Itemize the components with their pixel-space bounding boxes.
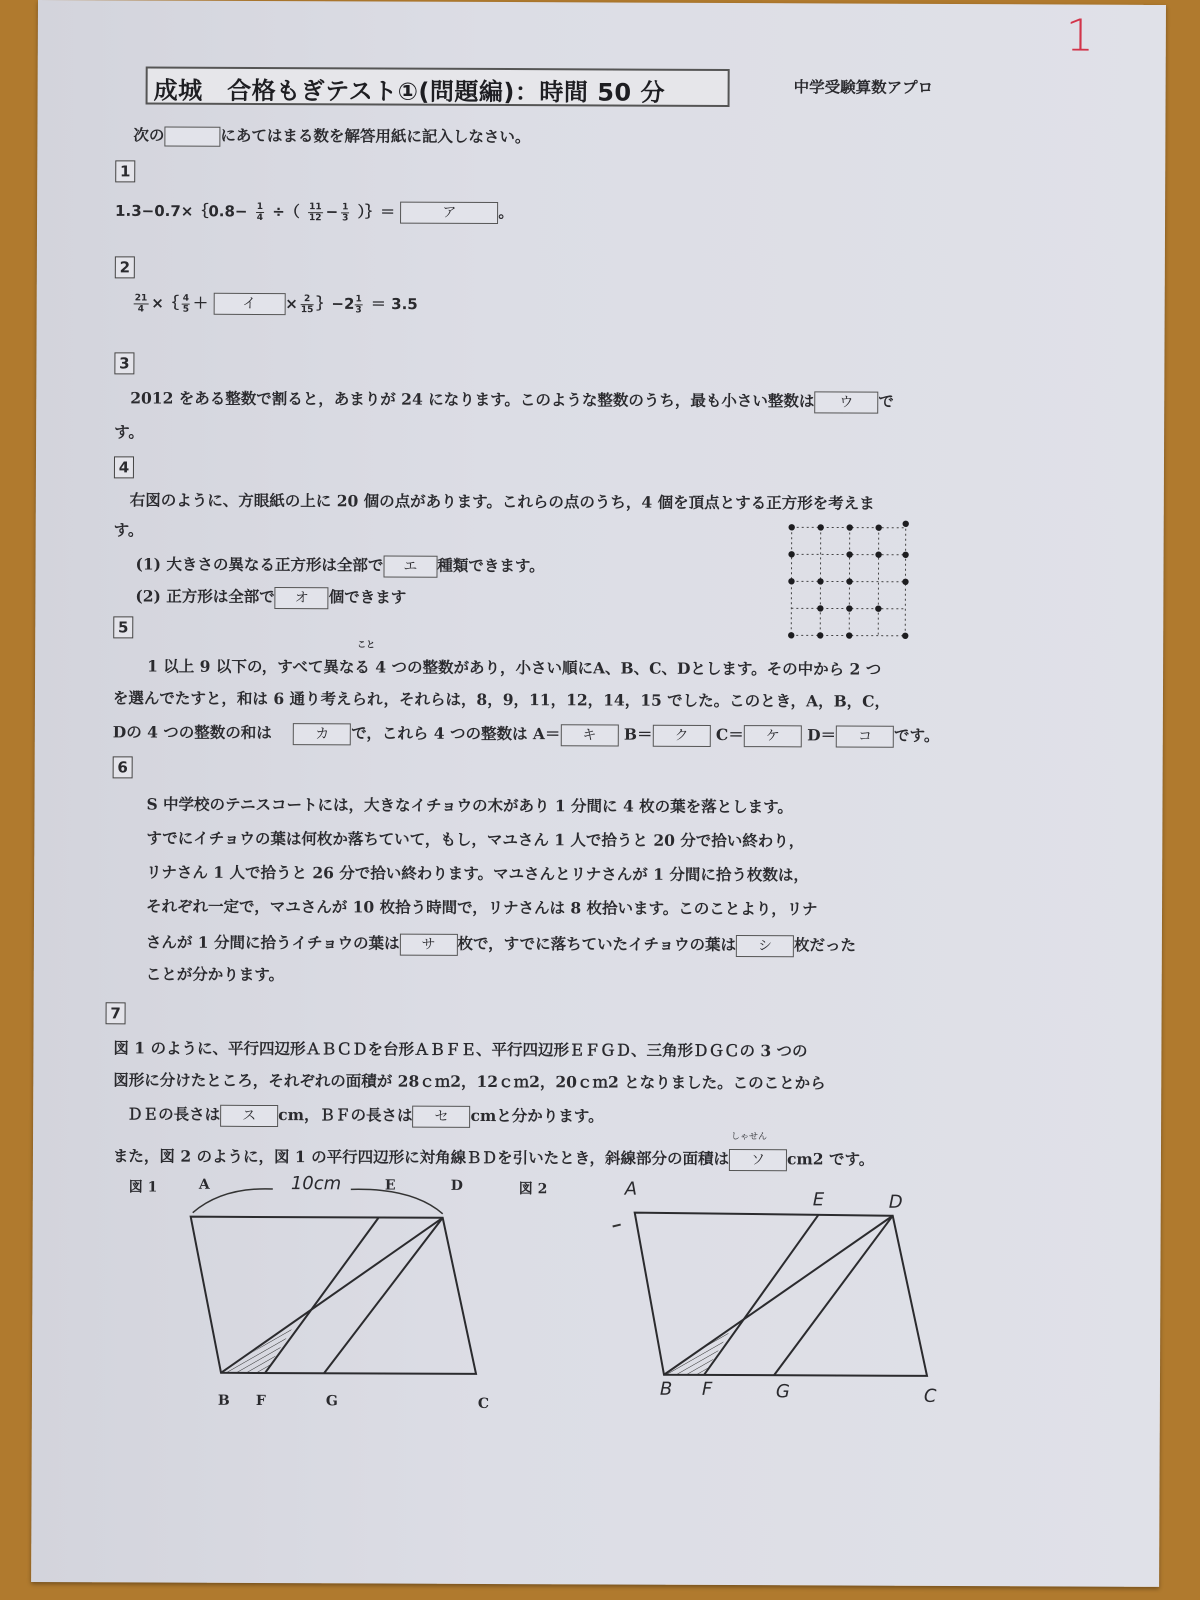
question-number-1: 1 <box>115 160 135 182</box>
ruby-reading: こと <box>357 640 376 651</box>
question-7-line1: 図 1 のように、平行四辺形ＡＢＣＤを台形ＡＢＦＥ、平行四辺形ＥＦＧＤ、三角形ＤＧＣの 3 つの <box>113 1038 808 1061</box>
answer-box-i[interactable]: イ <box>213 293 285 315</box>
figure-1-caption: 図 1 <box>128 1179 158 1196</box>
fraction: $\frac{1}{3}$ <box>342 201 349 223</box>
answer-box-ku[interactable]: ク <box>652 725 710 747</box>
publisher-name: 中学受験算数アプロ <box>793 77 934 97</box>
question-number-3: 3 <box>114 352 134 374</box>
answer-box-ko[interactable]: コ <box>836 725 894 747</box>
question-number-4: 4 <box>114 456 134 478</box>
question-number-2: 2 <box>115 256 135 278</box>
question-6-line2: すでにイチョウの葉は何枚か落ちていて，もし，マユさん 1 人で拾うと 20 分で拾い終わり， <box>146 828 805 851</box>
figure-1-label-c: C <box>477 1395 490 1412</box>
figure-2-label-b: B <box>659 1378 673 1400</box>
instruction: 次の にあてはまる数を解答用紙に記入しなさい。 <box>133 125 531 147</box>
answer-box-shi[interactable]: シ <box>736 935 794 957</box>
question-4-line1: 右図のように、方眼紙の上に 20 個の点があります。これらの点のうち，4 個を頂点とする正方形を考えま <box>129 490 875 513</box>
question-number-6: 6 <box>113 756 133 778</box>
answer-box-a[interactable]: ア <box>400 202 498 224</box>
question-6-line5: さんが 1 分間に拾うイチョウの葉は サ 枚で，すでに落ちていたイチョウの葉は シ 枚だった <box>146 932 856 957</box>
question-6-line3: リナさん 1 人で拾うと 26 分で拾い終わります。マユさんとリナさんが 1 分間に拾う枚数は， <box>146 862 809 885</box>
question-number-5: 5 <box>113 616 133 638</box>
fraction: $\frac{4}{5}$ <box>182 293 190 315</box>
answer-box-ki[interactable]: キ <box>560 724 618 746</box>
question-6-line6: ことが分かります。 <box>145 964 285 985</box>
figure-2-label-c: C <box>923 1385 937 1407</box>
figure-1-label-g: G <box>325 1393 338 1410</box>
figure-1-label-e: E <box>384 1177 396 1194</box>
exam-sheet <box>31 0 1166 1587</box>
question-4-line2: す。 <box>113 520 144 540</box>
question-6-line4: それぞれ一定で，マユさんが 10 枚拾う時間で，リナさんは 8 枚拾います。このことより，リナ <box>146 896 818 919</box>
fraction: $\frac{1}{4}$ <box>256 201 264 223</box>
question-3-text: 2012 をある整数で割ると，あまりが 24 になります。このような整数のうち，最も小さい整数は ウ で <box>130 388 894 413</box>
question-7-line4: また，図 2 のように，図 1 の平行四辺形に対角線ＢＤを引いたとき，斜線部分の面積は ソ cm2 です。 <box>113 1146 874 1171</box>
figure-1-label-d: D <box>450 1177 464 1194</box>
question-7-line3: ＤＥの長さは ス cm，ＢＦの長さは セ cmと分かります。 <box>127 1104 604 1128</box>
answer-box-ke[interactable]: ケ <box>744 725 802 747</box>
figure-2-label-g: G <box>775 1381 790 1403</box>
figure-1-label-f: F <box>255 1392 266 1410</box>
answer-box-so[interactable]: ソ <box>729 1149 787 1171</box>
answer-box-se[interactable]: セ <box>412 1106 470 1128</box>
question-2-expression: $\frac{21}{4}$ ×｛ $\frac{4}{5}$ ＋ イ × $\frac{2}{15}$ ｝−2 $\frac{1}{3}$ ＝ 3.5 <box>134 292 418 315</box>
question-5-line3: Dの 4 つの整数の和は カ で，これら 4 つの整数は A＝ キ B＝ ク C＝ ケ D＝ コ です。 <box>113 722 940 748</box>
question-4-sub1: (1) 大きさの異なる正方形は全部で エ 種類できます。 <box>135 554 544 578</box>
ruby-reading: しゃせん <box>731 1132 768 1143</box>
fraction: $\frac{11}{12}$ <box>309 201 322 223</box>
figure-2-label-e: E <box>812 1189 825 1211</box>
exam-title: 成城 合格もぎテスト①(問題編)：時間 50 分 <box>153 76 666 107</box>
question-7-line2: 図形に分けたところ，それぞれの面積が 28ｃｍ2，12ｃｍ2，20ｃｍ2 となりました。このことから <box>113 1070 826 1093</box>
question-3-text-cont: す。 <box>114 422 144 442</box>
page-number: 1 <box>1065 10 1094 62</box>
figure-2-diagram <box>31 0 1166 1587</box>
answer-box-sa[interactable]: サ <box>399 934 457 956</box>
question-1-expression: 1.3−0.7×｛0.8− $\frac{1}{4}$ ÷（ $\frac{11}{12}$ − $\frac{1}{3}$ ）｝＝ ア 。 <box>115 201 514 223</box>
figure-2-label-f: F <box>701 1378 713 1400</box>
question-number-7: 7 <box>106 1002 126 1024</box>
figure-1-label-b: B <box>217 1392 230 1409</box>
answer-box-su[interactable]: ス <box>220 1105 278 1127</box>
figure-1-label-a: A <box>198 1176 210 1193</box>
question-5-line1: 1 以上 9 以下の，すべて異なる 4 つの整数があり，小さい順にA、B、C、Dとします。その中から 2 つ <box>147 656 882 679</box>
answer-box-o[interactable]: オ <box>275 587 329 609</box>
question-6-line1: S 中学校のテニスコートには，大きなイチョウの木があり 1 分間に 4 枚の葉を落とします。 <box>146 794 793 817</box>
figure-1-length-annotation: 10cm <box>290 1173 342 1195</box>
question-4-sub2: (2) 正方形は全部で オ 個できます <box>135 586 406 609</box>
question-5-line2: を選んでたすと，和は 6 通り考えられ，それらは，8，9，11，12，14，15 でした。このとき，A，B，C， <box>112 688 891 711</box>
fraction: $\frac{21}{4}$ <box>134 292 148 314</box>
answer-box-u[interactable]: ウ <box>814 391 878 413</box>
figure-2-caption: 図 2 <box>518 1181 548 1198</box>
answer-box-e[interactable]: エ <box>383 556 437 578</box>
fraction: $\frac{1}{3}$ <box>355 293 362 315</box>
answer-box-ka[interactable]: カ <box>293 723 351 745</box>
figure-2-label-a: A <box>624 1178 638 1200</box>
figure-2-label-d: D <box>888 1191 903 1213</box>
fraction: $\frac{2}{15}$ <box>300 293 314 315</box>
